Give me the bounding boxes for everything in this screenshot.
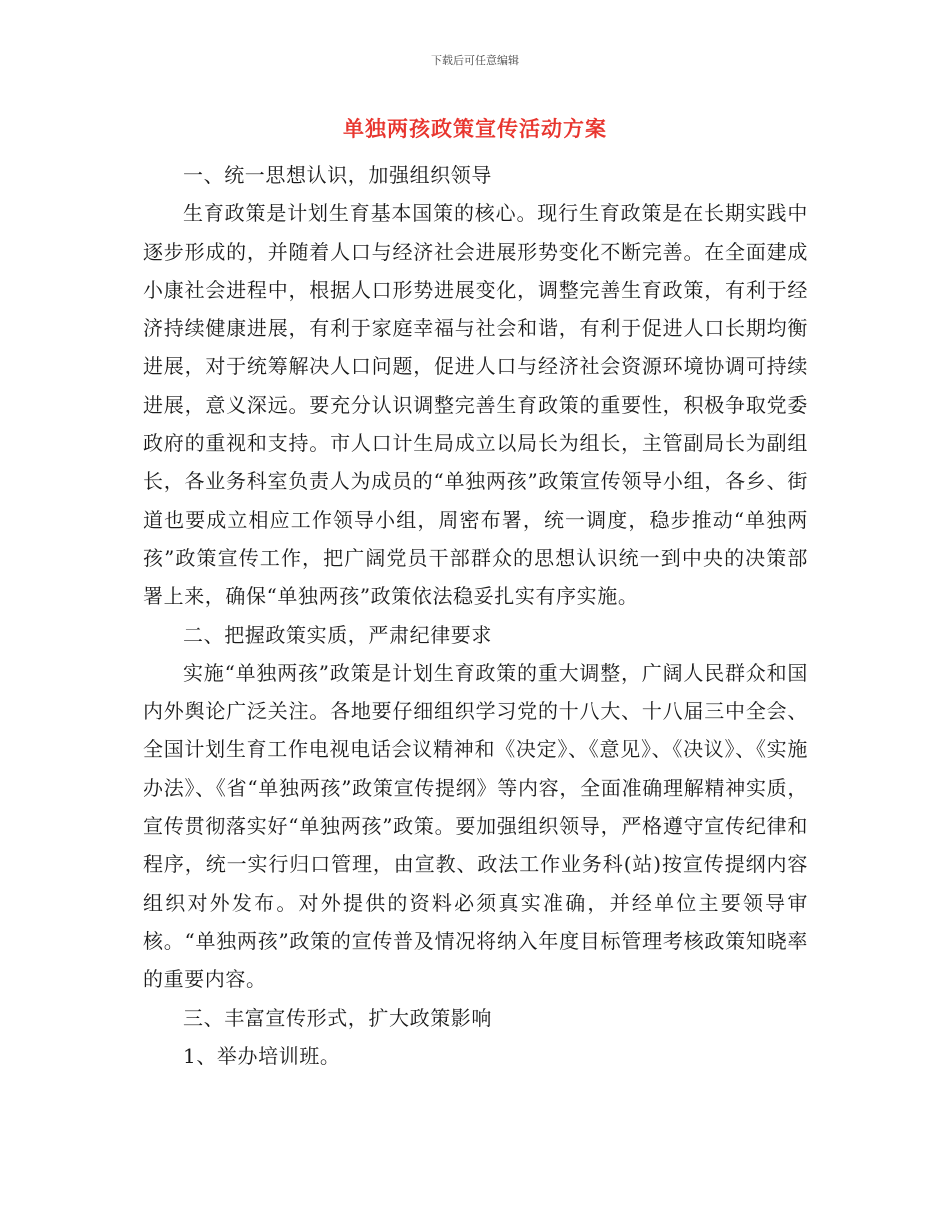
- page-header: 下载后可任意编辑: [431, 54, 519, 67]
- section-heading-3: 三、丰富宣传形式，扩大政策影响: [183, 1005, 492, 1030]
- document-title: 单独两孩政策宣传活动方案: [343, 116, 607, 141]
- paragraph-2: 实施“单独两孩”政策是计划生育政策的重大调整，广阔人民群众和国内外舆论广泛关注。各地要仔细组织学习党的十八大、十八届三中全会、全国计划生育工作电视电话会议精神和《决定》、《意见》、《决议》、《实施办法》、《省“单独两孩”政策宣传提纲》等内容，全面准确理解精神实质，宣传贯彻落实好“单独两孩”政策。要加强组织领导，严格遵守宣传纪律和程序，统一实行归口管理，由宣教、政法工作业务科(站)按宣传提纲内容组织对外发布。对外提供的资料必须真实准确，并经单位主要领导审核。“单独两孩”政策的宣传普及情况将纳入年度目标管理考核政策知晓率的重要内容。: [143, 660, 808, 992]
- list-item-1: 1、举办培训班。: [183, 1043, 341, 1068]
- document-body: [143, 156, 808, 1075]
- section-heading-2: 二、把握政策实质，严肃纪律要求: [183, 622, 492, 647]
- section-heading-1: 一、统一思想认识，加强组织领导: [183, 163, 492, 187]
- paragraph-1: 生育政策是计划生育基本国策的核心。现行生育政策是在长期实践中逐步形成的，并随着人口与经济社会进展形势变化不断完善。在全面建成小康社会进程中，根据人口形势进展变化，调整完善生育政策，有利于经济持续健康进展，有利于家庭幸福与社会和谐，有利于促进人口长期均衡进展，对于统筹解决人口问题，促进人口与经济社会资源环境协调可持续进展，意义深远。要充分认识调整完善生育政策的重要性，积极争取党委政府的重视和支持。市人口计生局成立以局长为组长，主管副局长为副组长，各业务科室负责人为成员的“单独两孩”政策宣传领导小组，各乡、街道也要成立相应工作领导小组，周密布署，统一调度，稳步推动“单独两孩”政策宣传工作，把广阔党员干部群众的思想认识统一到中央的决策部署上来，确保“单独两孩”政策依法稳妥扎实有序实施。: [143, 201, 808, 609]
